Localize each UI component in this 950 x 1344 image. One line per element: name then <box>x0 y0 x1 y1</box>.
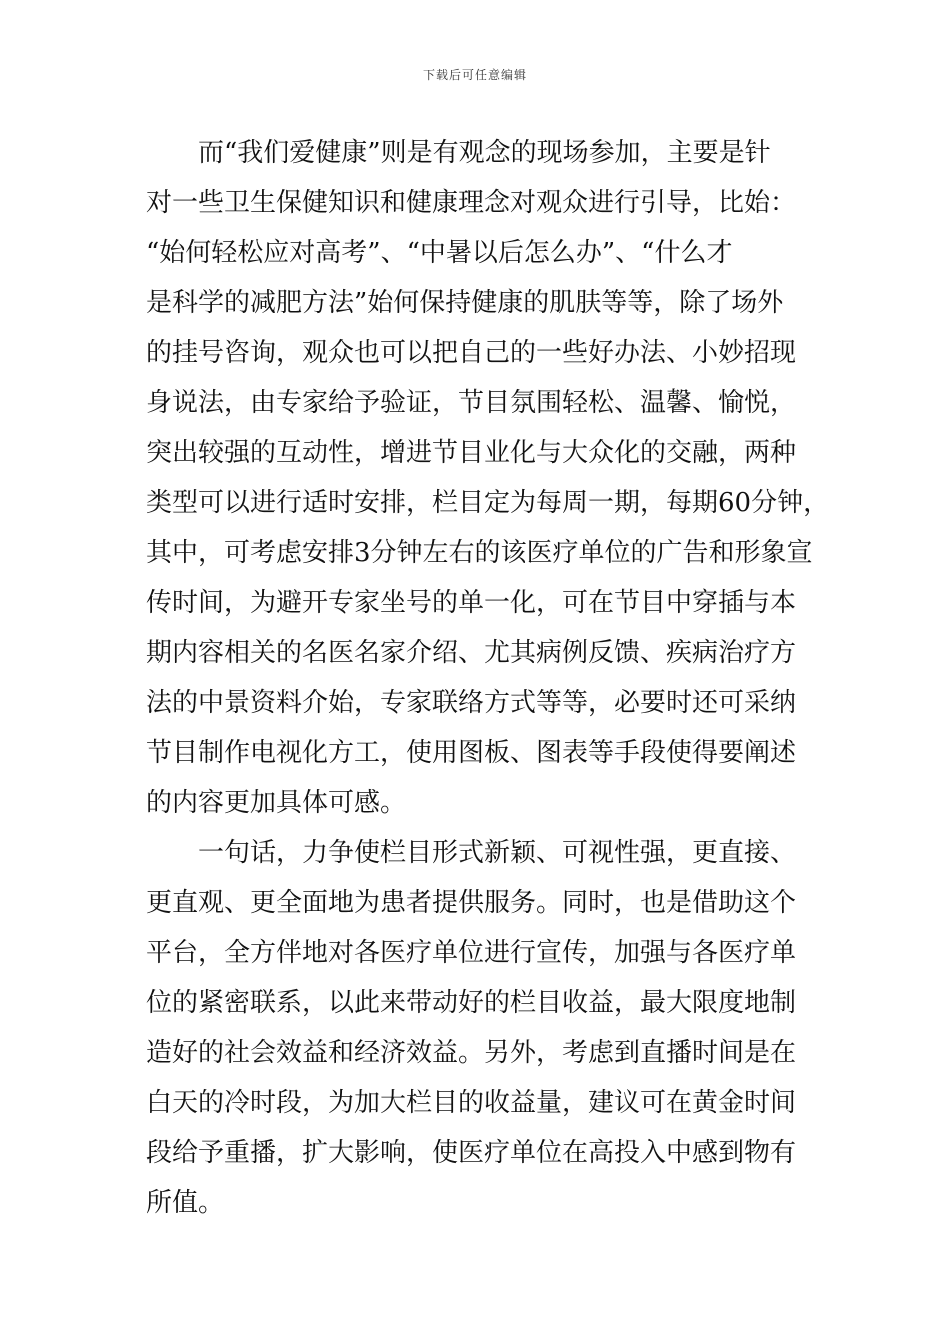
header-note: 下载后可任意编辑 <box>422 68 527 82</box>
text-line: 更直观、更全面地为患者提供服务。同时，也是借助这个 <box>146 888 797 918</box>
text-line: “始何轻松应对高考”、“中暑以后怎么办”、“什么才 <box>146 238 733 268</box>
text-line: 身说法，由专家给予验证，节目氛围轻松、温馨、愉悦， <box>146 388 797 418</box>
text-line: 对一些卫生保健知识和健康理念对观众进行引导，比始： <box>146 188 797 218</box>
text-line: 类型可以进行适时安排，栏目定为每周一期，每期60分钟， <box>146 488 830 518</box>
text-line: 所值。 <box>146 1188 225 1218</box>
body-text <box>146 128 830 1228</box>
text-line: 而“我们爱健康”则是有观念的现场参加，主要是针 <box>146 138 771 168</box>
text-line: 节目制作电视化方工，使用图板、图表等手段使得要阐述 <box>146 738 797 768</box>
text-line: 期内容相关的名医名家介绍、尤其病例反馈、疾病治疗方 <box>146 638 797 668</box>
text-line: 是科学的减肥方法”始何保持健康的肌肤等等，除了场外 <box>146 288 784 318</box>
text-line: 的内容更加具体可感。 <box>146 788 407 818</box>
text-line: 法的中景资料介始，专家联络方式等等，必要时还可采纳 <box>146 688 797 718</box>
text-line: 位的紧密联系，以此来带动好的栏目收益，最大限度地制 <box>146 988 797 1018</box>
text-line: 段给予重播，扩大影响，使医疗单位在高投入中感到物有 <box>146 1138 797 1168</box>
text-line: 平台，全方伴地对各医疗单位进行宣传，加强与各医疗单 <box>146 938 797 968</box>
text-line: 的挂号咨询，观众也可以把自己的一些好办法、小妙招现 <box>146 338 797 368</box>
text-line: 白天的冷时段，为加大栏目的收益量，建议可在黄金时间 <box>146 1088 797 1118</box>
text-line: 突出较强的互动性，增进节目业化与大众化的交融，两种 <box>146 438 797 468</box>
text-line: 一句话，力争使栏目形式新颖、可视性强，更直接、 <box>146 838 797 868</box>
text-line: 其中，可考虑安排3分钟左右的该医疗单位的广告和形象宣 <box>146 538 813 568</box>
text-line: 造好的社会效益和经济效益。另外，考虑到直播时间是在 <box>146 1038 797 1068</box>
text-line: 传时间，为避开专家坐号的单一化，可在节目中穿插与本 <box>146 588 797 618</box>
